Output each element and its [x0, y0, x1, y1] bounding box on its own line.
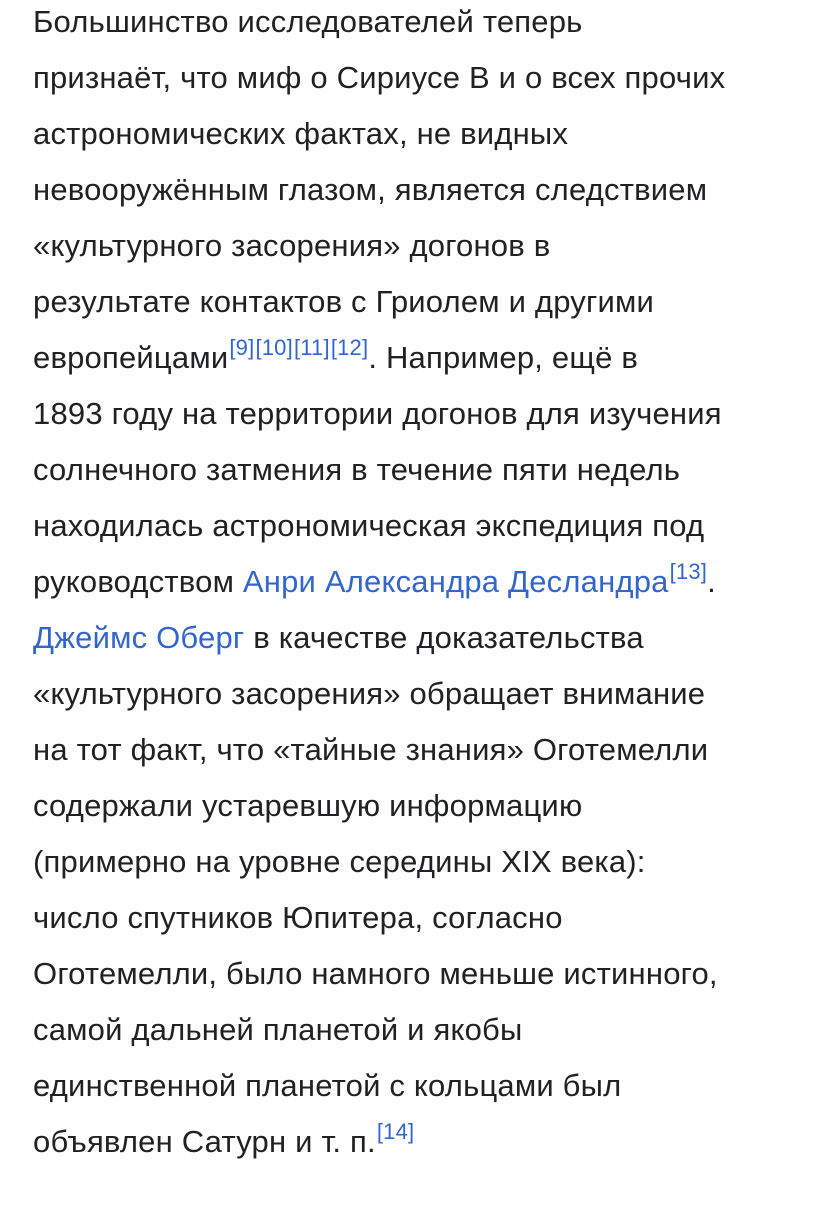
- reference-link[interactable]: [11]: [293, 335, 330, 360]
- reference-link[interactable]: [9]: [229, 335, 255, 360]
- reference-12[interactable]: [331, 335, 369, 360]
- text-line: признаёт, что миф о Сириусе B и о всех прочих: [33, 60, 726, 95]
- text-line: (примерно на уровне середины XIX века):: [33, 844, 646, 879]
- reference-11[interactable]: [294, 335, 330, 360]
- text-fragment: . Например, ещё в: [368, 340, 638, 375]
- text-line: [33, 610, 823, 666]
- reference-link[interactable]: [12]: [330, 335, 369, 360]
- reference-14[interactable]: [377, 1119, 415, 1144]
- text-line: солнечного затмения в течение пяти недель: [33, 452, 681, 487]
- reference-9[interactable]: [229, 335, 254, 360]
- link-henri-deslandres[interactable]: Анри Александра Десландра: [242, 564, 669, 599]
- text-fragment: европейцами: [33, 340, 229, 375]
- text-fragment: руководством: [33, 564, 243, 599]
- text-line: 1893 году на территории догонов для изучения: [33, 396, 722, 431]
- reference-link[interactable]: [14]: [376, 1119, 415, 1144]
- text-fragment: объявлен Сатурн и т. п.: [33, 1124, 376, 1159]
- text-line: невооружённым глазом, является следствием: [33, 172, 708, 207]
- text-line: [33, 330, 823, 386]
- reference-10[interactable]: [255, 335, 293, 360]
- text-line: Оготемелли, было намного меньше истинного,: [33, 956, 718, 991]
- text-line: [33, 554, 823, 610]
- reference-link[interactable]: [13]: [669, 559, 708, 584]
- text-line: находилась астрономическая экспедиция под: [33, 508, 705, 543]
- text-line: [33, 1114, 823, 1170]
- text-fragment: .: [707, 564, 716, 599]
- reference-link[interactable]: [10]: [255, 335, 293, 360]
- text-line: единственной планетой с кольцами был: [33, 1068, 622, 1103]
- text-line: результате контактов с Гриолем и другими: [33, 284, 655, 319]
- text-fragment: в качестве доказательства: [244, 620, 644, 655]
- link-james-oberg[interactable]: Джеймс Оберг: [33, 620, 245, 655]
- article-paragraph: [33, 0, 823, 1170]
- text-line: «культурного засорения» догонов в: [33, 228, 551, 263]
- text-line: Большинство исследователей теперь: [33, 4, 583, 39]
- text-line: самой дальней планетой и якобы: [33, 1012, 523, 1047]
- text-line: «культурного засорения» обращает внимание: [33, 676, 706, 711]
- text-line: содержали устаревшую информацию: [33, 788, 583, 823]
- text-line: на тот факт, что «тайные знания» Оготемелли: [33, 732, 709, 767]
- reference-13[interactable]: [670, 559, 708, 584]
- text-line: число спутников Юпитера, согласно: [33, 900, 563, 935]
- text-line: астрономических фактах, не видных: [33, 116, 569, 151]
